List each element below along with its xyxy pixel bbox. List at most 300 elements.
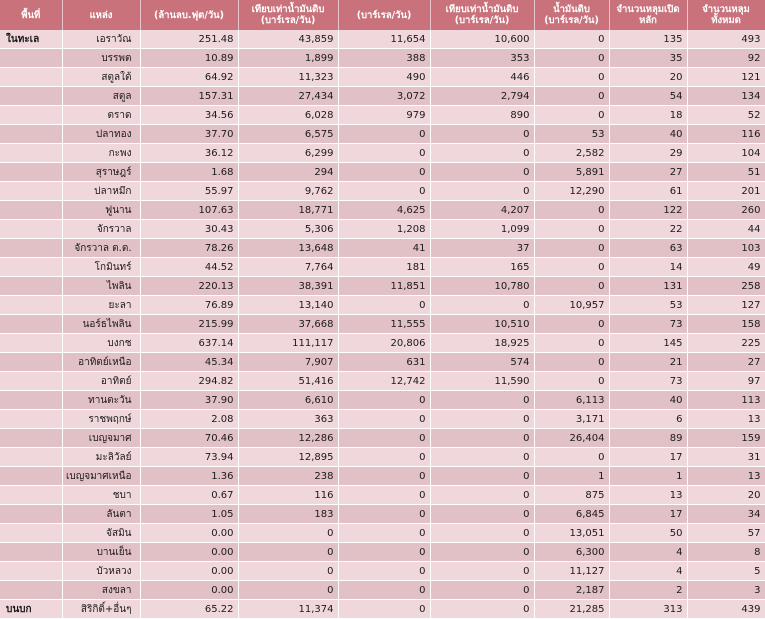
header-gas: (ล้านลบ.ฟุต/วัน) [140, 0, 238, 30]
cell-crude: 0 [534, 448, 609, 467]
cell-field: สงขลา [62, 581, 140, 600]
cell-field: จักรวาล ต.ต. [62, 239, 140, 258]
cell-condensate: 0 [338, 562, 430, 581]
cell-area [0, 220, 62, 239]
cell-total-wells: 493 [687, 30, 765, 49]
cell-gas: 45.34 [140, 353, 238, 372]
cell-area [0, 448, 62, 467]
cell-condensate: 181 [338, 258, 430, 277]
cell-field: สตูลใต้ [62, 68, 140, 87]
cell-field: บัวหลวง [62, 562, 140, 581]
table-row [0, 258, 765, 277]
table-row [0, 372, 765, 391]
cell-condensate: 490 [338, 68, 430, 87]
cell-area [0, 125, 62, 144]
table-row [0, 410, 765, 429]
cell-condensate-boe: 353 [430, 49, 534, 68]
table-row [0, 163, 765, 182]
cell-total-wells: 44 [687, 220, 765, 239]
cell-gas: 1.05 [140, 505, 238, 524]
cell-field: ปลาทอง [62, 125, 140, 144]
cell-gas: 0.67 [140, 486, 238, 505]
cell-condensate-boe: 165 [430, 258, 534, 277]
cell-open-wells: 53 [609, 296, 687, 315]
cell-area [0, 201, 62, 220]
header-area: พื้นที่ [0, 0, 62, 30]
cell-gas-boe: 18,771 [238, 201, 338, 220]
cell-field: ยะลา [62, 296, 140, 315]
table-row [0, 505, 765, 524]
cell-total-wells: 13 [687, 467, 765, 486]
cell-area: บนบก [0, 600, 62, 619]
cell-field: เบญจมาศเหนือ [62, 467, 140, 486]
cell-gas-boe: 1,899 [238, 49, 338, 68]
cell-crude: 875 [534, 486, 609, 505]
header-gas-boe: เทียบเท่าน้ำมันดิบ (บาร์เรล/วัน) [238, 0, 338, 30]
cell-condensate: 979 [338, 106, 430, 125]
cell-area [0, 296, 62, 315]
cell-gas: 44.52 [140, 258, 238, 277]
cell-gas: 215.99 [140, 315, 238, 334]
cell-crude: 21,285 [534, 600, 609, 619]
cell-condensate-boe: 11,590 [430, 372, 534, 391]
cell-gas-boe: 183 [238, 505, 338, 524]
table-row [0, 277, 765, 296]
cell-condensate-boe: 446 [430, 68, 534, 87]
cell-gas-boe: 6,610 [238, 391, 338, 410]
cell-crude: 26,404 [534, 429, 609, 448]
cell-field: จักรวาล [62, 220, 140, 239]
table-row [0, 87, 765, 106]
cell-open-wells: 313 [609, 600, 687, 619]
cell-open-wells: 2 [609, 581, 687, 600]
table-header-row [0, 0, 765, 30]
cell-condensate: 0 [338, 125, 430, 144]
cell-gas-boe: 6,028 [238, 106, 338, 125]
cell-condensate-boe: 37 [430, 239, 534, 258]
cell-condensate: 0 [338, 182, 430, 201]
cell-gas: 36.12 [140, 144, 238, 163]
table-row [0, 68, 765, 87]
cell-total-wells: 20 [687, 486, 765, 505]
cell-condensate: 11,851 [338, 277, 430, 296]
cell-crude: 12,290 [534, 182, 609, 201]
table-row [0, 543, 765, 562]
header-open-wells: จำนวนหลุมเปิดหลัก [609, 0, 687, 30]
table-row [0, 49, 765, 68]
cell-gas-boe: 5,306 [238, 220, 338, 239]
cell-total-wells: 5 [687, 562, 765, 581]
cell-gas-boe: 7,764 [238, 258, 338, 277]
cell-condensate-boe: 4,207 [430, 201, 534, 220]
cell-gas-boe: 13,648 [238, 239, 338, 258]
header-total-wells: จำนวนหลุมทั้งหมด [687, 0, 765, 30]
cell-gas: 1.36 [140, 467, 238, 486]
cell-gas-boe: 43,859 [238, 30, 338, 49]
cell-condensate-boe: 0 [430, 182, 534, 201]
cell-open-wells: 131 [609, 277, 687, 296]
cell-area [0, 49, 62, 68]
cell-open-wells: 89 [609, 429, 687, 448]
cell-total-wells: 3 [687, 581, 765, 600]
cell-field: บงกช [62, 334, 140, 353]
table-row [0, 524, 765, 543]
cell-gas-boe: 11,374 [238, 600, 338, 619]
header-condensate: (บาร์เรล/วัน) [338, 0, 430, 30]
cell-condensate: 12,742 [338, 372, 430, 391]
cell-crude: 0 [534, 258, 609, 277]
table-row [0, 144, 765, 163]
table-row [0, 201, 765, 220]
cell-condensate: 4,625 [338, 201, 430, 220]
cell-crude: 0 [534, 220, 609, 239]
cell-area [0, 258, 62, 277]
cell-gas: 70.46 [140, 429, 238, 448]
cell-crude: 0 [534, 87, 609, 106]
cell-open-wells: 29 [609, 144, 687, 163]
cell-field: สุราษฎร์ [62, 163, 140, 182]
cell-crude: 6,845 [534, 505, 609, 524]
cell-gas: 37.90 [140, 391, 238, 410]
cell-gas: 78.26 [140, 239, 238, 258]
cell-total-wells: 57 [687, 524, 765, 543]
cell-total-wells: 201 [687, 182, 765, 201]
cell-area: ในทะเล [0, 30, 62, 49]
table-row [0, 429, 765, 448]
cell-gas: 2.08 [140, 410, 238, 429]
cell-condensate-boe: 0 [430, 429, 534, 448]
cell-open-wells: 73 [609, 315, 687, 334]
cell-field: เบญจมาศ [62, 429, 140, 448]
cell-open-wells: 50 [609, 524, 687, 543]
cell-field: ชบา [62, 486, 140, 505]
cell-area [0, 391, 62, 410]
cell-total-wells: 158 [687, 315, 765, 334]
cell-area [0, 87, 62, 106]
table-row [0, 296, 765, 315]
cell-crude: 0 [534, 334, 609, 353]
cell-condensate-boe: 0 [430, 391, 534, 410]
cell-condensate: 20,806 [338, 334, 430, 353]
cell-field: ทานตะวัน [62, 391, 140, 410]
cell-total-wells: 134 [687, 87, 765, 106]
cell-condensate: 0 [338, 429, 430, 448]
cell-crude: 0 [534, 201, 609, 220]
table-row [0, 353, 765, 372]
cell-field: ลันตา [62, 505, 140, 524]
cell-gas: 637.14 [140, 334, 238, 353]
cell-open-wells: 4 [609, 543, 687, 562]
cell-crude: 0 [534, 106, 609, 125]
cell-condensate: 41 [338, 239, 430, 258]
cell-gas-boe: 37,668 [238, 315, 338, 334]
cell-area [0, 315, 62, 334]
cell-total-wells: 121 [687, 68, 765, 87]
cell-area [0, 182, 62, 201]
cell-open-wells: 17 [609, 448, 687, 467]
table-row [0, 391, 765, 410]
cell-crude: 5,891 [534, 163, 609, 182]
table-row [0, 239, 765, 258]
cell-condensate-boe: 0 [430, 410, 534, 429]
table-row [0, 125, 765, 144]
cell-field: อาทิตย์ [62, 372, 140, 391]
cell-condensate-boe: 574 [430, 353, 534, 372]
cell-condensate: 0 [338, 391, 430, 410]
cell-condensate: 0 [338, 163, 430, 182]
cell-area [0, 277, 62, 296]
cell-open-wells: 135 [609, 30, 687, 49]
cell-condensate: 0 [338, 467, 430, 486]
cell-area [0, 239, 62, 258]
cell-crude: 11,127 [534, 562, 609, 581]
cell-open-wells: 22 [609, 220, 687, 239]
cell-gas-boe: 11,323 [238, 68, 338, 87]
cell-field: บานเย็น [62, 543, 140, 562]
cell-condensate-boe: 0 [430, 581, 534, 600]
cell-condensate-boe: 0 [430, 163, 534, 182]
cell-condensate: 0 [338, 505, 430, 524]
cell-gas: 157.31 [140, 87, 238, 106]
cell-gas-boe: 13,140 [238, 296, 338, 315]
cell-condensate-boe: 0 [430, 144, 534, 163]
cell-open-wells: 40 [609, 125, 687, 144]
cell-crude: 0 [534, 49, 609, 68]
cell-crude: 13,051 [534, 524, 609, 543]
cell-area [0, 372, 62, 391]
cell-condensate-boe: 0 [430, 125, 534, 144]
cell-gas-boe: 12,895 [238, 448, 338, 467]
cell-crude: 0 [534, 277, 609, 296]
cell-condensate: 11,654 [338, 30, 430, 49]
cell-crude: 10,957 [534, 296, 609, 315]
cell-field: กะพง [62, 144, 140, 163]
cell-total-wells: 127 [687, 296, 765, 315]
cell-crude: 0 [534, 68, 609, 87]
cell-gas: 0.00 [140, 581, 238, 600]
cell-condensate-boe: 0 [430, 543, 534, 562]
header-field: แหล่ง [62, 0, 140, 30]
cell-field: นอร์ธไพลิน [62, 315, 140, 334]
cell-condensate-boe: 2,794 [430, 87, 534, 106]
cell-total-wells: 92 [687, 49, 765, 68]
cell-field: ฟูนาน [62, 201, 140, 220]
cell-gas: 220.13 [140, 277, 238, 296]
table-row [0, 448, 765, 467]
cell-condensate: 0 [338, 410, 430, 429]
cell-gas-boe: 9,762 [238, 182, 338, 201]
cell-area [0, 429, 62, 448]
cell-total-wells: 52 [687, 106, 765, 125]
cell-gas: 65.22 [140, 600, 238, 619]
cell-total-wells: 31 [687, 448, 765, 467]
table-row [0, 315, 765, 334]
cell-gas-boe: 0 [238, 581, 338, 600]
table-row [0, 106, 765, 125]
cell-condensate-boe: 0 [430, 467, 534, 486]
cell-gas: 34.56 [140, 106, 238, 125]
cell-field: ปลาหมึก [62, 182, 140, 201]
table-row [0, 334, 765, 353]
cell-open-wells: 20 [609, 68, 687, 87]
table-row [0, 581, 765, 600]
cell-total-wells: 34 [687, 505, 765, 524]
cell-open-wells: 63 [609, 239, 687, 258]
cell-field: ไพลิน [62, 277, 140, 296]
cell-crude: 2,187 [534, 581, 609, 600]
table-row [0, 220, 765, 239]
cell-condensate-boe: 0 [430, 524, 534, 543]
cell-condensate-boe: 10,600 [430, 30, 534, 49]
cell-total-wells: 113 [687, 391, 765, 410]
cell-field: จัสมิน [62, 524, 140, 543]
cell-crude: 0 [534, 353, 609, 372]
cell-area [0, 106, 62, 125]
table-row [0, 467, 765, 486]
cell-field: ตราด [62, 106, 140, 125]
cell-gas: 107.63 [140, 201, 238, 220]
cell-gas-boe: 6,299 [238, 144, 338, 163]
cell-area [0, 581, 62, 600]
table-row [0, 562, 765, 581]
cell-field: สิริกิติ์+อื่นๆ [62, 600, 140, 619]
cell-field: เอราวัณ [62, 30, 140, 49]
cell-total-wells: 116 [687, 125, 765, 144]
cell-open-wells: 14 [609, 258, 687, 277]
cell-total-wells: 103 [687, 239, 765, 258]
cell-open-wells: 35 [609, 49, 687, 68]
cell-area [0, 410, 62, 429]
cell-field: บรรพต [62, 49, 140, 68]
cell-total-wells: 104 [687, 144, 765, 163]
cell-total-wells: 8 [687, 543, 765, 562]
cell-crude: 0 [534, 315, 609, 334]
cell-gas: 37.70 [140, 125, 238, 144]
cell-crude: 6,113 [534, 391, 609, 410]
cell-area [0, 353, 62, 372]
cell-condensate: 0 [338, 524, 430, 543]
cell-gas-boe: 111,117 [238, 334, 338, 353]
header-condensate-boe: เทียบเท่าน้ำมันดิบ (บาร์เรล/วัน) [430, 0, 534, 30]
cell-gas: 1.68 [140, 163, 238, 182]
cell-total-wells: 51 [687, 163, 765, 182]
cell-crude: 1 [534, 467, 609, 486]
cell-condensate-boe: 0 [430, 486, 534, 505]
cell-gas-boe: 38,391 [238, 277, 338, 296]
cell-open-wells: 61 [609, 182, 687, 201]
cell-field: มะลิวัลย์ [62, 448, 140, 467]
cell-condensate-boe: 10,510 [430, 315, 534, 334]
table-row [0, 486, 765, 505]
cell-total-wells: 439 [687, 600, 765, 619]
cell-gas-boe: 27,434 [238, 87, 338, 106]
cell-crude: 0 [534, 372, 609, 391]
cell-condensate-boe: 0 [430, 505, 534, 524]
cell-condensate-boe: 18,925 [430, 334, 534, 353]
cell-area [0, 562, 62, 581]
cell-gas: 73.94 [140, 448, 238, 467]
cell-area [0, 334, 62, 353]
cell-field: โกมินทร์ [62, 258, 140, 277]
cell-area [0, 505, 62, 524]
cell-gas: 0.00 [140, 562, 238, 581]
cell-gas-boe: 0 [238, 524, 338, 543]
cell-condensate: 11,555 [338, 315, 430, 334]
cell-open-wells: 18 [609, 106, 687, 125]
cell-condensate: 0 [338, 448, 430, 467]
cell-open-wells: 145 [609, 334, 687, 353]
cell-crude: 53 [534, 125, 609, 144]
cell-condensate-boe: 0 [430, 562, 534, 581]
cell-open-wells: 73 [609, 372, 687, 391]
cell-crude: 0 [534, 239, 609, 258]
cell-total-wells: 13 [687, 410, 765, 429]
cell-gas: 10.89 [140, 49, 238, 68]
cell-open-wells: 21 [609, 353, 687, 372]
cell-open-wells: 1 [609, 467, 687, 486]
cell-condensate-boe: 0 [430, 296, 534, 315]
cell-condensate: 631 [338, 353, 430, 372]
cell-gas-boe: 12,286 [238, 429, 338, 448]
cell-open-wells: 40 [609, 391, 687, 410]
cell-condensate-boe: 0 [430, 600, 534, 619]
cell-area [0, 467, 62, 486]
cell-area [0, 543, 62, 562]
cell-gas-boe: 7,907 [238, 353, 338, 372]
cell-total-wells: 27 [687, 353, 765, 372]
cell-open-wells: 122 [609, 201, 687, 220]
cell-condensate-boe: 890 [430, 106, 534, 125]
cell-crude: 0 [534, 30, 609, 49]
cell-total-wells: 49 [687, 258, 765, 277]
cell-field: สตูล [62, 87, 140, 106]
cell-gas: 76.89 [140, 296, 238, 315]
cell-condensate-boe: 10,780 [430, 277, 534, 296]
cell-gas-boe: 294 [238, 163, 338, 182]
cell-field: ราชพฤกษ์ [62, 410, 140, 429]
cell-area [0, 163, 62, 182]
cell-gas-boe: 363 [238, 410, 338, 429]
cell-total-wells: 260 [687, 201, 765, 220]
cell-area [0, 68, 62, 87]
cell-crude: 2,582 [534, 144, 609, 163]
table-row [0, 182, 765, 201]
cell-open-wells: 54 [609, 87, 687, 106]
cell-total-wells: 258 [687, 277, 765, 296]
cell-total-wells: 159 [687, 429, 765, 448]
cell-gas-boe: 116 [238, 486, 338, 505]
cell-condensate: 0 [338, 581, 430, 600]
cell-condensate-boe: 0 [430, 448, 534, 467]
cell-condensate: 0 [338, 486, 430, 505]
cell-area [0, 524, 62, 543]
cell-condensate: 0 [338, 543, 430, 562]
cell-field: อาทิตย์เหนือ [62, 353, 140, 372]
cell-gas-boe: 6,575 [238, 125, 338, 144]
cell-gas-boe: 0 [238, 562, 338, 581]
cell-open-wells: 13 [609, 486, 687, 505]
cell-total-wells: 97 [687, 372, 765, 391]
cell-crude: 3,171 [534, 410, 609, 429]
cell-gas: 0.00 [140, 524, 238, 543]
cell-open-wells: 4 [609, 562, 687, 581]
header-crude: น้ำมันดิบ (บาร์เรล/วัน) [534, 0, 609, 30]
cell-gas: 251.48 [140, 30, 238, 49]
cell-gas: 64.92 [140, 68, 238, 87]
cell-gas-boe: 0 [238, 543, 338, 562]
cell-condensate: 388 [338, 49, 430, 68]
cell-gas-boe: 238 [238, 467, 338, 486]
